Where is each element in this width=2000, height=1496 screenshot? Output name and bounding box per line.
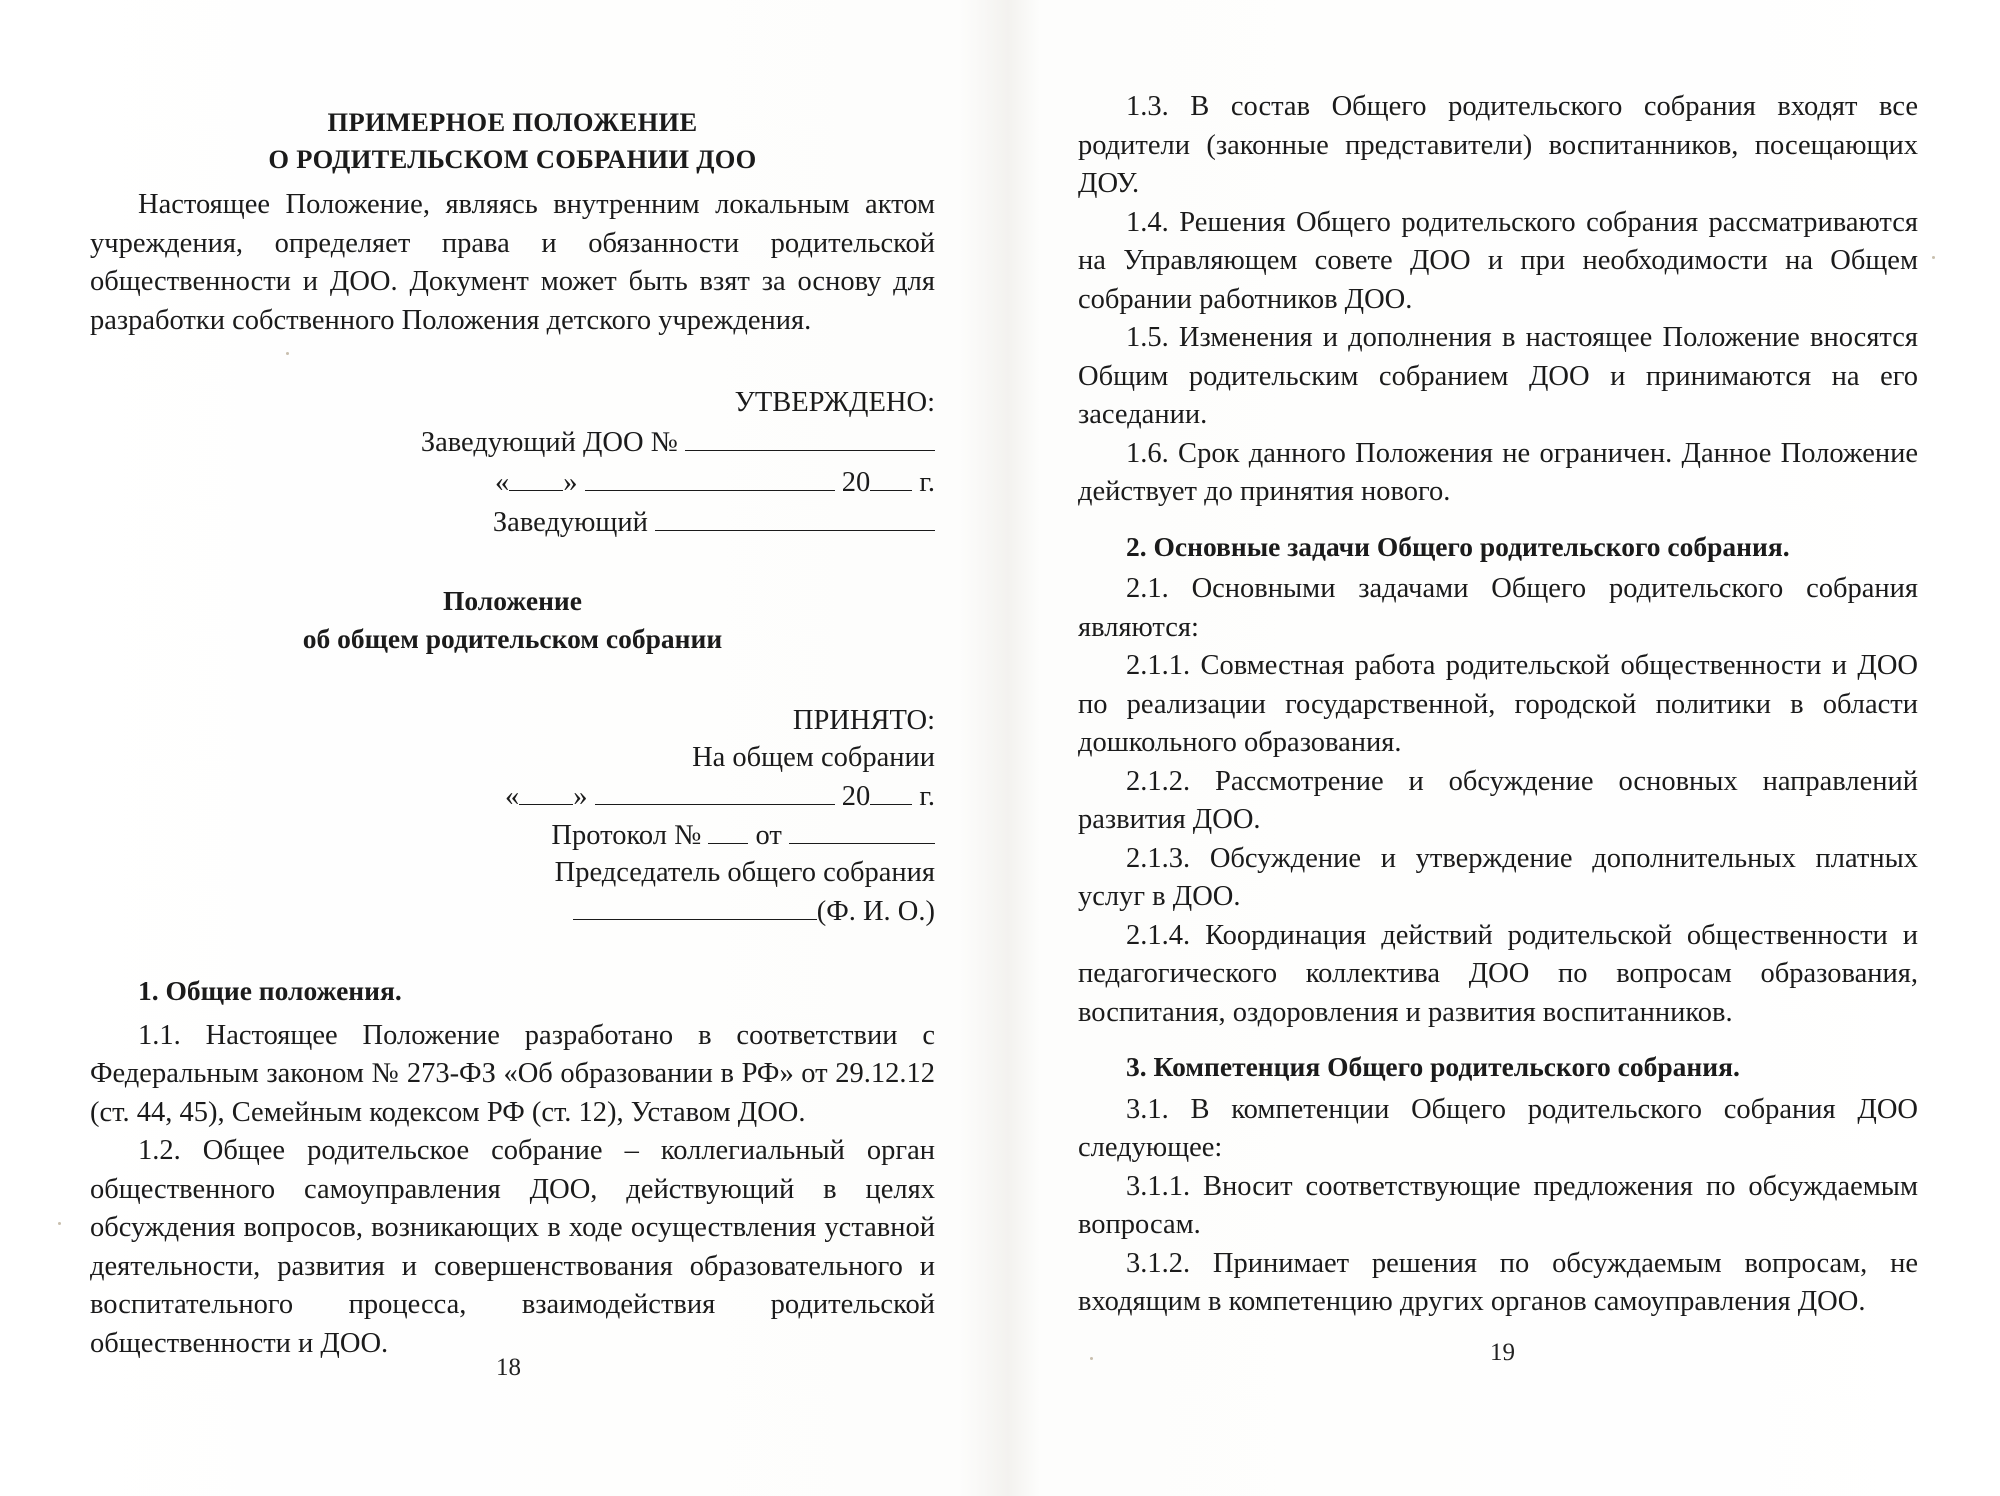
paragraph-1-6: 1.6. Срок данного Положения не ограничен. Данное Положение действует до принятия нового. [1078, 437, 1918, 507]
date-open-quote: « [505, 781, 520, 812]
paragraph-1-4: 1.4. Решения Общего родительского собрания рассматриваются на Управляющем совете ДОО и при необходимости на Общем собрании работников ДОО. [1078, 206, 1918, 315]
month-blank [595, 776, 835, 805]
section-1-heading: 1. Общие положения. [138, 975, 402, 1006]
paper-speck [1932, 256, 1935, 259]
paper-speck [1090, 1357, 1093, 1360]
paragraph-1-3: 1.3. В состав Общего родительского собрания входят все родители (законные представители) воспитанников, посещающих ДОУ. [1078, 91, 1918, 199]
head-label: Заведующий ДОО № [420, 427, 678, 458]
head-number-line [90, 422, 935, 462]
head-sign-line [90, 502, 935, 542]
paragraph-2-1-2: 2.1.2. Рассмотрение и обсуждение основных направлений развития ДОО. [1078, 765, 1918, 835]
page-number-left: 18 [496, 1354, 521, 1381]
regulation-title-line-1: Положение [443, 585, 582, 616]
year-prefix: 20 [841, 467, 871, 498]
paragraph-1-1: 1.1. Настоящее Положение разработано в соответствии с Федеральным законом № 273-ФЗ «Об образовании в РФ» от 29.12.12 (ст. 44, 45), Семейным кодексом РФ (ст. 12), Уставом ДОО. [90, 1019, 935, 1128]
paragraph-2-1-1: 2.1.1. Совместная работа родительской общественности и ДОО по реализации государственной, городской политики в области дошкольного образования. [1078, 650, 1918, 758]
fio-label: (Ф. И. О.) [816, 896, 935, 927]
paragraph-3-1-1: 3.1.1. Вносит соответствующие предложения по обсуждаемым вопросам. [1078, 1170, 1918, 1240]
protocol-date-blank [789, 815, 935, 844]
protocol-number-blank [708, 815, 748, 844]
left-text-column [90, 104, 935, 1363]
section-3-heading: 3. Компетенция Общего родительского собрания. [1126, 1051, 1740, 1082]
paragraph-1-5: 1.5. Изменения и дополнения в настоящее Положение вносятся Общим родительским собранием ДОО и принимаются на его заседании. [1078, 322, 1918, 430]
paper-speck [58, 1222, 61, 1225]
accepted-label: ПРИНЯТО: [792, 705, 935, 736]
protocol-label: Протокол № [551, 820, 702, 851]
page-number-right: 19 [1490, 1339, 1515, 1366]
year-blank [870, 776, 912, 805]
month-blank [585, 462, 835, 491]
year-suffix: г. [919, 781, 935, 812]
section-2-heading: 2. Основные задачи Общего родительского собрания. [1126, 530, 1790, 562]
head-number-blank [685, 422, 935, 451]
head-sign-label: Заведующий [492, 507, 648, 538]
paper-speck [286, 352, 289, 355]
right-page [1000, 0, 2000, 1496]
document-title-line-2: О РОДИТЕЛЬСКОМ СОБРАНИИ ДОО [268, 144, 757, 174]
intro-paragraph: Настоящее Положение, являясь внутренним локальным актом учреждения, определяет права и обязанности родительской общественности и ДОО. Документ может быть взят за основу для разработки собственного Положения детского учреждения. [90, 189, 935, 336]
accepted-date-line [90, 776, 935, 815]
date-close-quote: » [573, 781, 588, 812]
paragraph-1-2: 1.2. Общее родительское собрание – коллегиальный орган общественного самоуправления ДОО, действующий в целях обсуждения вопросов, возникающих в ходе осуществления уставной деятельности, развития и совершенствования образовательного и воспитательного процесса, взаимодействия родительской общественности и ДОО. [90, 1135, 935, 1359]
paragraph-2-1-4: 2.1.4. Координация действий родительской общественности и педагогического коллектива ДОО по вопросам образования, воспитания, оздоровления и развития воспитанников. [1078, 919, 1918, 1028]
year-suffix: г. [919, 467, 935, 498]
approved-block [90, 384, 935, 542]
paragraph-2-1: 2.1. Основными задачами Общего родительского собрания являются: [1078, 573, 1918, 643]
chair-label: Председатель общего собрания [554, 857, 935, 888]
meeting-label: На общем собрании [692, 742, 935, 773]
regulation-title-line-2: об общем родительском собрании [302, 623, 723, 654]
paragraph-2-1-3: 2.1.3. Обсуждение и утверждение дополнительных платных услуг в ДОО. [1078, 842, 1918, 912]
day-blank [509, 462, 563, 491]
date-close-quote: » [563, 467, 578, 498]
document-title-line-1: ПРИМЕРНОЕ ПОЛОЖЕНИЕ [327, 107, 698, 137]
day-blank [519, 776, 573, 805]
right-text-column [1078, 88, 1918, 1322]
approved-label: УТВЕРЖДЕНО: [734, 387, 935, 418]
year-prefix: 20 [841, 781, 871, 812]
approved-date-line [90, 462, 935, 502]
head-sign-blank [655, 502, 935, 531]
protocol-line [90, 815, 935, 854]
accepted-block [90, 702, 935, 930]
year-blank [870, 462, 912, 491]
chair-fio-blank [573, 891, 817, 920]
paragraph-3-1: 3.1. В компетенции Общего родительского собрания ДОО следующее: [1078, 1093, 1918, 1163]
chair-fio-line [90, 891, 935, 930]
date-open-quote: « [495, 467, 510, 498]
protocol-from-label: от [755, 820, 782, 851]
paragraph-3-1-2: 3.1.2. Принимает решения по обсуждаемым вопросам, не входящим в компетенцию других органов самоуправления ДОО. [1078, 1247, 1918, 1317]
